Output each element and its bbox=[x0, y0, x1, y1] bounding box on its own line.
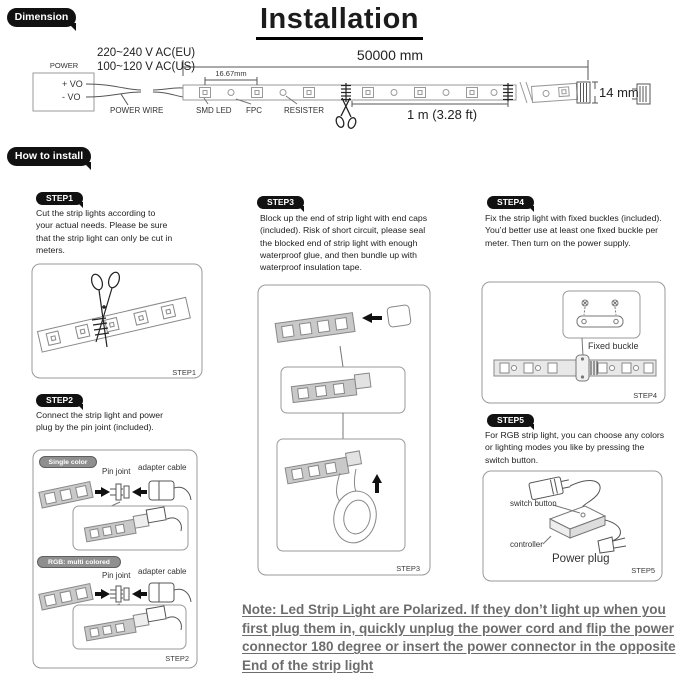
step3-text: Block up the end of strip light with end caps (included). Risk of short circuit, please seal the blocked end of strip light with enough waterproof glue, and then bundle up with waterproof insulation tape. bbox=[260, 213, 428, 273]
page-title-wrap bbox=[0, 3, 679, 40]
step5-badge: STEP5 bbox=[487, 414, 534, 427]
adapter-cable-label-single: adapter cable bbox=[138, 463, 187, 472]
power-label: POWER bbox=[49, 61, 79, 70]
resister-label: RESISTER bbox=[284, 106, 325, 115]
adapter-plug bbox=[149, 481, 174, 500]
smd-led-label: SMD LED bbox=[196, 106, 232, 115]
step2-badge: STEP2 bbox=[36, 394, 83, 407]
led-pitch-label: 16.67mm bbox=[215, 69, 247, 78]
step5-figure-label: STEP5 bbox=[631, 566, 655, 575]
minus-terminal-label: - VO bbox=[62, 92, 81, 102]
voltage-us-label: 100~120 V AC(US) bbox=[97, 61, 196, 73]
step4-figure-label: STEP4 bbox=[633, 391, 657, 400]
pin-joint-label-rgb: Pin joint bbox=[102, 571, 131, 580]
step2-figure-label: STEP2 bbox=[165, 654, 189, 663]
voltage-eu-label: 220~240 V AC(EU) bbox=[97, 47, 196, 59]
power-wires bbox=[86, 84, 183, 105]
cut-unit-length-label: 1 m (3.28 ft) bbox=[406, 107, 478, 122]
step4-badge: STEP4 bbox=[487, 196, 534, 209]
step3-figure-label: STEP3 bbox=[396, 564, 420, 573]
rgb-multi-pill: RGB: multi colored bbox=[37, 556, 121, 568]
strip-end-piece bbox=[531, 83, 577, 102]
controller-label: controller bbox=[510, 540, 543, 549]
fixed-buckle-label: Fixed buckle bbox=[588, 341, 639, 351]
step4-text: Fix the strip light with fixed buckles (included). You’d better use at least one fixed buckle per meter. Then turn on the power supply. bbox=[485, 213, 662, 248]
single-color-pill: Single color bbox=[39, 456, 97, 468]
fpc-label: FPC bbox=[246, 106, 262, 115]
power-plug-label: Power plug bbox=[552, 553, 610, 565]
step1-figure-label: STEP1 bbox=[172, 368, 196, 377]
dimension-badge: Dimension bbox=[7, 8, 76, 27]
width-dimension-ticks bbox=[592, 82, 598, 103]
step1-text: Cut the strip lights according to your actual needs. Please be sure that the strip light can only be cut in meters. bbox=[36, 208, 173, 255]
plus-terminal-label: + VO bbox=[62, 79, 83, 89]
polarity-note: Note: Led Strip Light are Polarized. If they don’t light up when you first plug them in, quickly unplug the power cord and flip the power connector 180 degree or insert the power connector in the opposite End of the strip light bbox=[242, 602, 676, 673]
strip-width-label: 14 mm bbox=[599, 85, 639, 100]
step3-badge: STEP3 bbox=[257, 196, 304, 209]
step2-text: Connect the strip light and power plug by the pin joint (included). bbox=[36, 410, 164, 433]
scissors-icon bbox=[335, 98, 357, 129]
adapter-plug-rgb bbox=[149, 583, 174, 602]
adapter-cable-label-rgb: adapter cable bbox=[138, 567, 187, 576]
page-title: Installation bbox=[256, 3, 423, 40]
pin-joint-label-single: Pin joint bbox=[102, 467, 131, 476]
how-to-install-badge: How to install bbox=[7, 147, 91, 166]
end-connector bbox=[577, 82, 590, 103]
total-length-label: 50000 mm bbox=[356, 47, 424, 63]
power-wire-label: POWER WIRE bbox=[110, 106, 164, 115]
switch-button-label: switch button bbox=[510, 499, 557, 508]
step1-badge: STEP1 bbox=[36, 192, 83, 205]
strip-break bbox=[520, 82, 533, 103]
step5-text: For RGB strip light, you can choose any colors or lighting modes you like by pressing the switch button. bbox=[485, 430, 665, 465]
